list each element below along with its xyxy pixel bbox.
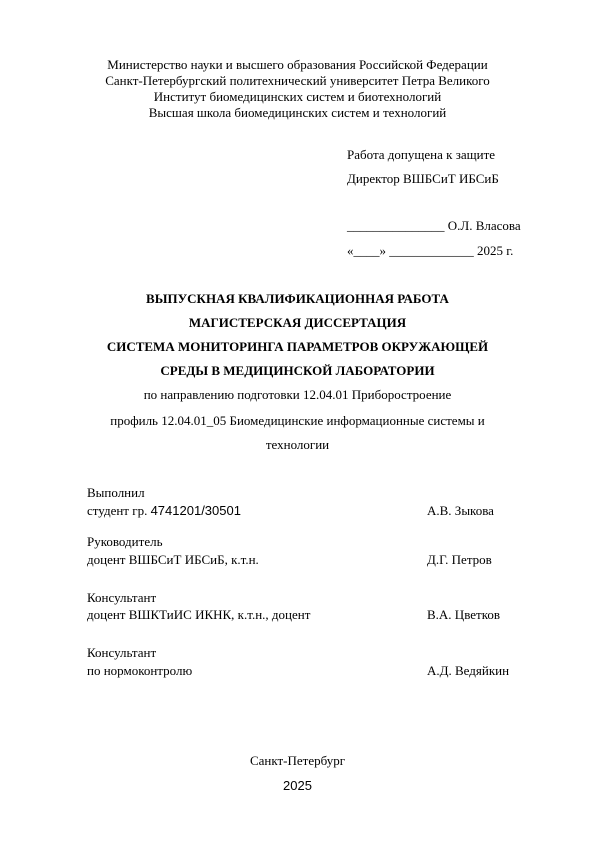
signatory-role: Выполнил <box>87 485 145 500</box>
profile-line-2: технологии <box>265 437 330 452</box>
university-line: Санкт-Петербургский политехнический университет Петра Великого <box>105 73 490 88</box>
work-type-title: ВЫПУСКНАЯ КВАЛИФИКАЦИОННАЯ РАБОТА <box>146 291 449 306</box>
signatory-position: по нормоконтролю <box>87 663 193 678</box>
position-prefix: студент гр. <box>87 503 151 518</box>
signatory-position: доцент ВШКТиИС ИКНК, к.т.н., доцент <box>87 607 311 622</box>
approval-admitted-line: Работа допущена к защите <box>347 147 496 162</box>
signatory-position: доцент ВШБСиТ ИБСиБ, к.т.н. <box>87 552 259 567</box>
approval-date-line: «____» _____________ 2025 г. <box>347 243 514 258</box>
school-line: Высшая школа биомедицинских систем и технологий <box>148 105 447 120</box>
footer-year: 2025 <box>283 778 312 793</box>
topic-title-line-2: СРЕДЫ В МЕДИЦИНСКОЙ ЛАБОРАТОРИИ <box>160 363 435 378</box>
signatory-role: Руководитель <box>87 534 163 549</box>
work-subtype-title: МАГИСТЕРСКАЯ ДИССЕРТАЦИЯ <box>188 315 407 330</box>
ministry-line: Министерство науки и высшего образования Российской Федерации <box>107 57 488 72</box>
footer-city: Санкт-Петербург <box>249 753 346 768</box>
group-number: 4741201/30501 <box>150 503 241 518</box>
signatory-name: А.Д. Ведяйкин <box>427 663 510 678</box>
direction-line: по направлению подготовки 12.04.01 Приборостроение <box>143 387 452 402</box>
approval-director-line: Директор ВШБСиТ ИБСиБ <box>347 171 499 186</box>
signatory-position <box>87 503 241 518</box>
signatory-name: В.А. Цветков <box>427 607 501 622</box>
topic-title-line-1: СИСТЕМА МОНИТОРИНГА ПАРАМЕТРОВ ОКРУЖАЮЩЕЙ <box>106 339 489 354</box>
signatory-name: А.В. Зыкова <box>427 503 494 518</box>
institute-line: Институт биомедицинских систем и биотехнологий <box>153 89 442 104</box>
signatory-name: Д.Г. Петров <box>427 552 492 567</box>
approval-signature-line: _______________ О.Л. Власова <box>347 218 521 233</box>
signatory-role: Консультант <box>87 590 157 605</box>
profile-line-1: профиль 12.04.01_05 Биомедицинские информационные системы и <box>110 413 485 428</box>
signatory-role: Консультант <box>87 645 157 660</box>
